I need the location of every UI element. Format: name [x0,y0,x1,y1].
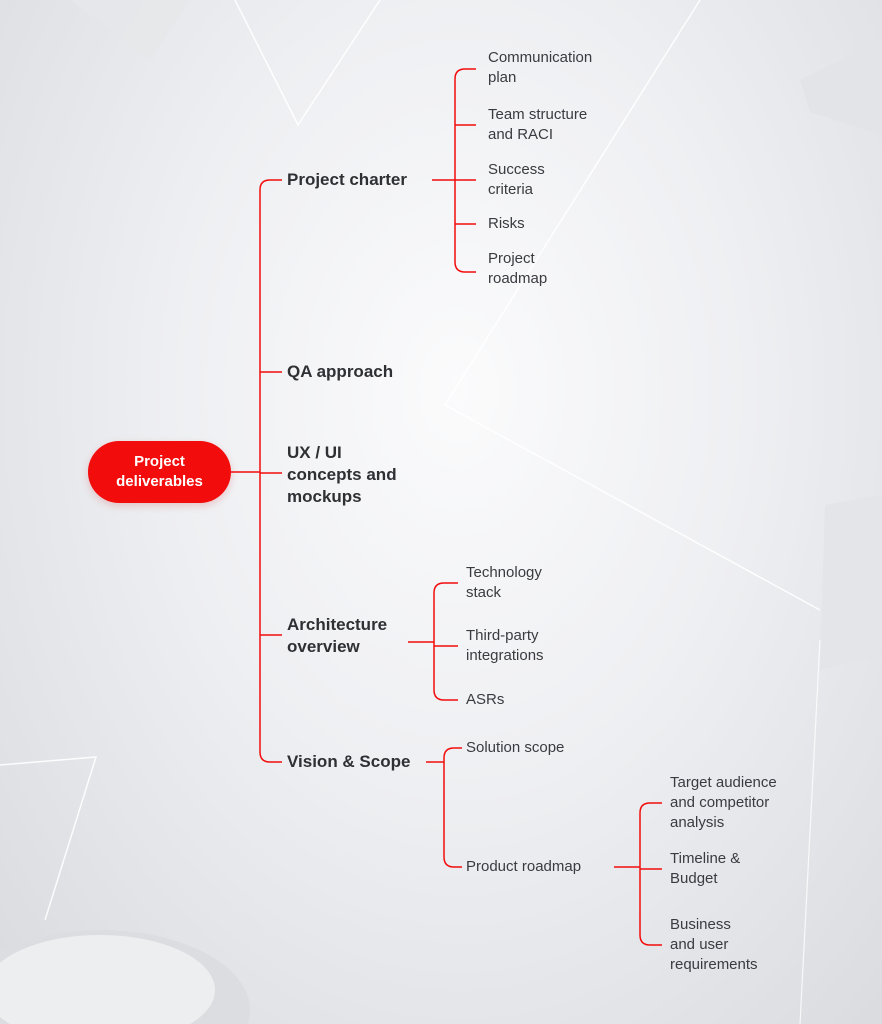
node-timeline-budget: Timeline & Budget [670,850,741,887]
node-vision-scope: Vision & Scope [287,752,411,771]
node-project-roadmap: Project roadmap [488,250,548,287]
node-technology-stack: Technology stack [466,564,542,601]
node-target-audience: Target audience and competitor analysis [670,774,777,831]
node-communication-plan: Communication plan [488,49,593,86]
node-asrs: ASRs [466,691,505,708]
node-team-structure: Team structure and RACI [488,106,588,143]
node-ux-ui-concepts: UX / UI concepts and mockups [287,443,397,506]
node-qa-approach: QA approach [287,362,394,381]
root-node-project-deliverables: Project deliverables [88,441,231,503]
node-project-charter: Project charter [287,170,407,189]
node-product-roadmap: Product roadmap [466,858,582,875]
node-third-party-integrations: Third-party integrations [466,627,544,664]
node-risks: Risks [488,215,525,232]
node-solution-scope: Solution scope [466,739,565,756]
node-architecture-overview: Architecture overview [287,615,388,656]
node-success-criteria: Success criteria [488,161,545,198]
node-business-user-requirements: Business and user requirements [670,916,758,973]
